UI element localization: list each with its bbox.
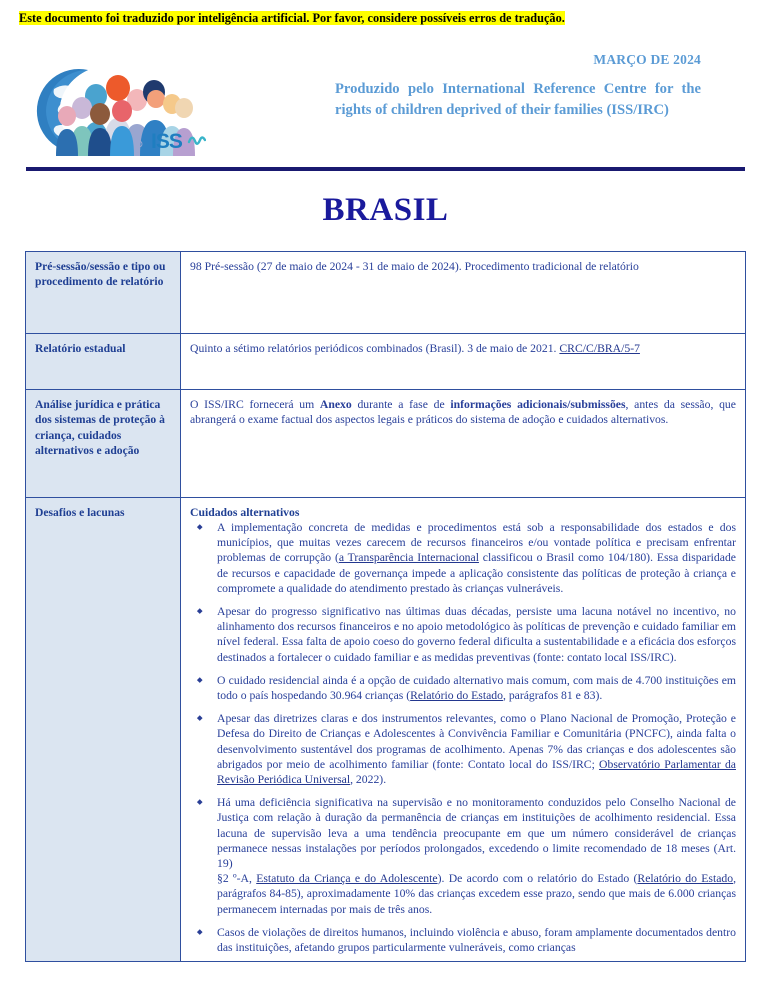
row-label-legal-analysis: Análise jurídica e prática dos sistemas de proteção à criança, cuidados alternativos e adoção <box>26 390 181 498</box>
bullet2-part1: Apesar do progresso significativo nas últimas duas décadas, persiste uma lacuna notável no incentivo, no alinhamento dos recursos financeiros e no apoio metodológico às políticas de prevenção e cuidado familiar em nível federal. Essa falta de apoio coeso do governo federal dificulta a sustentabilidade e a eficácia dos esforços destinados a fortalecer o cuidado familiar e as medidas preventivas (fonte: contato local ISS/IRC). <box>217 605 736 664</box>
link-transparencia-internacional[interactable]: a Transparência Internacional <box>338 551 479 565</box>
link-relatorio-do-estado-2[interactable]: Relatório do Estado <box>637 872 734 886</box>
document-header <box>0 52 771 160</box>
table-row-legal-analysis <box>26 390 746 498</box>
bullet5-part1: Há uma deficiência significativa na supervisão e no monitoramento conduzidos pelo Conselho Nacional de Justiça com relação à duração da permanência de crianças em instituições de acolhimento residencial. Essa lacuna de supervisão leva a uma tendência preocupante em que um número considerável de crianças permanece nessas instalações por períodos prolongados, excedendo o limite recomendado de 18 meses (Art. 19) <box>217 796 736 871</box>
svg-text:ISS: ISS <box>151 130 182 153</box>
presession-text: 98 Pré-sessão (27 de maio de 2024 - 31 de maio de 2024). Procedimento tradicional de relatório <box>190 260 639 273</box>
produced-by-line: Produzido pelo International Reference Centre for the rights of children deprived of their families (ISS/IRC) <box>335 81 701 118</box>
list-item <box>190 604 736 665</box>
link-observatorio-parlamentar[interactable]: Observatório Parlamentar da Revisão Periódica Universal <box>217 757 736 787</box>
table-row-presession <box>26 252 746 334</box>
bullet3-part2: , parágrafos 81 e 83). <box>502 689 603 703</box>
bullet1-part1: A implementação concreta de medidas e procedimentos está sob a responsabilidade dos estados e dos municípios, que muitas vezes carecem de recursos financeiros e/ou vontade política e precisam enfrentar problemas de corrupção ( <box>217 521 736 565</box>
link-crc-c-bra-5-7[interactable]: CRC/C/BRA/5-7 <box>559 342 640 355</box>
translation-notice-banner <box>19 9 752 27</box>
legal-bold-info: informações adicionais/submissões <box>450 398 626 411</box>
table-row-state-report <box>26 334 746 390</box>
row-label-state-report: Relatório estadual <box>26 334 181 390</box>
bullet3-part1: O cuidado residencial ainda é a opção de cuidado alternativo mais comum, com mais de 4.700 instituições em todo o país hospedando 30.964 crianças ( <box>217 673 736 703</box>
bullet5-subline <box>217 871 736 917</box>
bullet4-part2: , 2022). <box>350 773 387 787</box>
challenges-bullet-list <box>190 520 736 955</box>
legal-part3: , antes da sessão, que abrangerá o exame factual dos aspectos legais e práticos do sistema de adoção e cuidados alternativos. <box>190 398 736 427</box>
translation-notice-text: Este documento foi traduzido por inteligência artificial. Por favor, considere possíveis erros de tradução. <box>19 11 565 25</box>
header-text-block <box>335 52 701 120</box>
bullet4-part1: Apesar das diretrizes claras e dos instrumentos relevantes, como o Plano Nacional de Promoção, Proteção e Defesa do Direito de Crianças e Adolescentes à Convivência Familiar e Comunitária (PNCFC), ainda falta o desenvolvimento sustentável dos programas de acolhimento. Apenas 7% das crianças e dos adolescentes são abrigados por meio de acolhimento familiar (fonte: Contato local do ISS/IRC; <box>217 712 736 771</box>
list-item <box>190 520 736 596</box>
bullet1-part2: classificou o Brasil como 104/180). Essa disparidade de recursos e capacidade de governança impede a aplicação consistente das políticas de proteção à criança e compromete a qualidade do atendimento prestado às crianças vulneráveis. <box>217 551 736 595</box>
link-relatorio-do-estado-1[interactable]: Relatório do Estado <box>410 689 503 703</box>
row-content-legal-analysis <box>181 390 746 498</box>
link-estatuto-crianca-adolescente[interactable]: Estatuto da Criança e do Adolescente <box>256 872 438 886</box>
challenges-section-heading: Cuidados alternativos <box>190 506 300 519</box>
state-report-text <box>190 341 736 356</box>
bullet5-sub-part3: , parágrafos 84-85), aproximadamente 10% das crianças excedem esse prazo, sendo que mais de 6.000 crianças permanecem internadas por mais de três anos. <box>217 872 736 916</box>
legal-analysis-text <box>190 397 736 427</box>
row-label-presession: Pré-sessão/sessão e tipo ou procedimento de relatório <box>26 252 181 334</box>
legal-part1: O ISS/IRC fornecerá um <box>190 398 320 411</box>
row-content-presession <box>181 252 746 334</box>
state-report-prefix: Quinto a sétimo relatórios periódicos combinados (Brasil). 3 de maio de 2021. <box>190 342 560 355</box>
row-content-state-report <box>181 334 746 390</box>
country-summary-table <box>25 251 746 962</box>
bullet5-sub-part2: ). De acordo com o relatório do Estado ( <box>437 872 638 886</box>
page-title: BRASIL <box>322 192 449 228</box>
legal-bold-anexo: Anexo <box>319 398 352 411</box>
list-item <box>190 673 736 703</box>
list-item <box>190 925 736 955</box>
row-content-challenges <box>181 498 746 962</box>
iss-irc-logo <box>26 56 206 156</box>
bullet5-sub-part1: §2 º-A, <box>217 872 257 886</box>
legal-part2: durante a fase de <box>351 398 451 411</box>
table-row-challenges <box>26 498 746 962</box>
bullet6-part1: Casos de violações de direitos humanos, incluindo violência e abuso, foram amplamente documentados dentro das instituições, afetando grupos particularmente vulneráveis, como crianças <box>217 925 736 955</box>
publication-date: MARÇO DE 2024 <box>593 52 701 67</box>
header-divider-rule <box>26 167 745 171</box>
row-label-challenges: Desafios e lacunas <box>26 498 181 962</box>
list-item <box>190 711 736 787</box>
list-item <box>190 795 736 917</box>
